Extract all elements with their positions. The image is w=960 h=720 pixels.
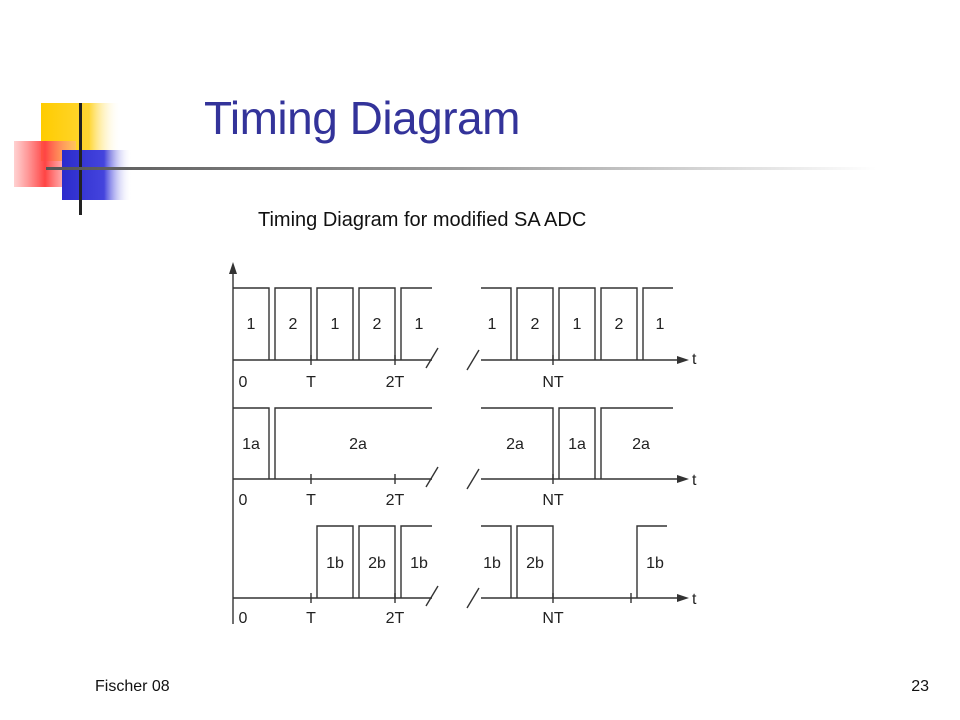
pulse-label: 1b <box>483 555 501 572</box>
footer-author: Fischer 08 <box>95 678 170 695</box>
pulse-label: 2b <box>368 555 386 572</box>
row-3-t-arrow <box>677 594 689 602</box>
pulse-label: 1a <box>242 436 260 453</box>
page-number: 23 <box>911 678 929 695</box>
tick-label-2T: 2T <box>385 374 405 391</box>
tick-label-0: 0 <box>238 610 248 627</box>
pulse-label: 2b <box>526 555 544 572</box>
tick-label-0: 0 <box>238 374 248 391</box>
pulse-label: 2 <box>614 316 624 333</box>
pulse-label: 2a <box>632 436 650 453</box>
tick-label-2T: 2T <box>385 610 405 627</box>
row-2-waveform <box>233 408 689 489</box>
row-3-break-right <box>467 588 479 608</box>
pulse-label: 1b <box>646 555 664 572</box>
tick-label-0: 0 <box>238 492 248 509</box>
tick-label-T: T <box>306 610 316 627</box>
row-1-t-arrow <box>677 356 689 364</box>
pulse-label: 2 <box>288 316 298 333</box>
pulse-label: 2 <box>372 316 382 333</box>
pulse-label: 1b <box>326 555 344 572</box>
t-axis-label: t <box>692 472 697 489</box>
vertical-axis-arrow <box>229 262 237 274</box>
tick-label-T: T <box>306 374 316 391</box>
row-2-t-arrow <box>677 475 689 483</box>
pulse-label: 2 <box>530 316 540 333</box>
pulse-label: 2a <box>506 436 524 453</box>
pulse-label: 1a <box>568 436 586 453</box>
tick-label-2T: 2T <box>385 492 405 509</box>
pulse-label: 1b <box>410 555 428 572</box>
row-2-labels <box>239 436 697 509</box>
row-1-labels <box>239 316 697 391</box>
pulse-label: 1 <box>487 316 497 333</box>
pulse-label: 2a <box>349 436 367 453</box>
pulse-label: 1 <box>330 316 340 333</box>
tick-label-T: T <box>306 492 316 509</box>
pulse-label: 1 <box>414 316 424 333</box>
t-axis-label: t <box>692 351 697 368</box>
pulse-label: 1 <box>246 316 256 333</box>
row-1-break-right <box>467 350 479 370</box>
t-axis-label: t <box>692 591 697 608</box>
pulse-label: 1 <box>655 316 665 333</box>
diagram-caption: Timing Diagram for modified SA ADC <box>258 209 587 231</box>
slide-title: Timing Diagram <box>204 92 520 144</box>
pulse-label: 1 <box>572 316 582 333</box>
tick-label-NT: NT <box>542 610 564 627</box>
row-3-break-left <box>426 586 438 606</box>
tick-label-NT: NT <box>542 374 564 391</box>
row-1-break-left <box>426 348 438 368</box>
row-2-break-left <box>426 467 438 487</box>
row-3-waveform <box>233 526 689 608</box>
row-3-labels <box>239 555 697 627</box>
tick-label-NT: NT <box>542 492 564 509</box>
row-2-break-right <box>467 469 479 489</box>
